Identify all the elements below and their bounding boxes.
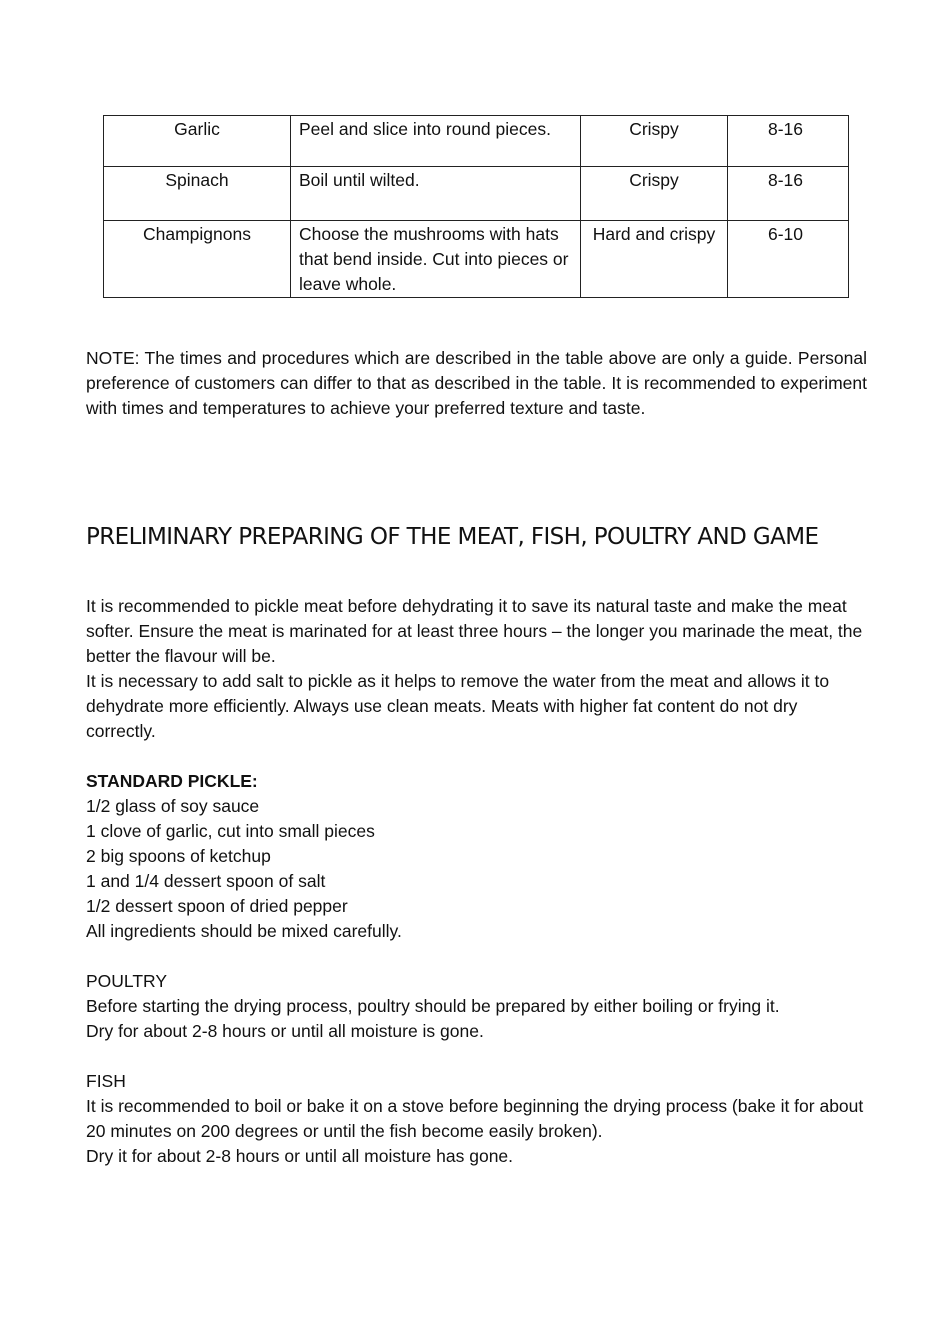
table-row xyxy=(104,221,849,298)
table-row xyxy=(104,167,849,221)
hours-cell: 6-10 xyxy=(728,221,849,298)
result-cell: Crispy xyxy=(581,167,728,221)
hours-cell: 8-16 xyxy=(728,167,849,221)
preparation-cell: Peel and slice into round pieces. xyxy=(291,116,581,167)
table-row xyxy=(104,116,849,167)
result-cell: Hard and crispy xyxy=(581,221,728,298)
ingredient-item: 1 clove of garlic, cut into small pieces xyxy=(86,821,375,841)
food-cell: Spinach xyxy=(104,167,291,221)
intro-paragraph: It is recommended to pickle meat before dehydrating it to save its natural taste and make the meat softer. Ensure the meat is marinated for at least three hours – the longer you marinade the meat, the better the flavour will be. xyxy=(86,596,863,666)
preparation-cell: Choose the mushrooms with hats that bend inside. Cut into pieces or leave whole. xyxy=(291,221,581,298)
section-heading: PRELIMINARY PREPARING OF THE MEAT, FISH, POULTRY AND GAME xyxy=(86,524,819,550)
ingredient-item: 1/2 dessert spoon of dried pepper xyxy=(86,896,348,916)
fish-title: FISH xyxy=(86,1071,126,1091)
ingredient-item: 1 and 1/4 dessert spoon of salt xyxy=(86,871,326,891)
ingredient-item: 2 big spoons of ketchup xyxy=(86,846,271,866)
preparation-cell: Boil until wilted. xyxy=(291,167,581,221)
drying-table xyxy=(103,115,849,298)
poultry-text: Before starting the drying process, poultry should be prepared by either boiling or frying it. xyxy=(86,996,780,1016)
result-cell: Crispy xyxy=(581,116,728,167)
table-note: NOTE: The times and procedures which are described in the table above are only a guide. Personal preference of customers can differ to that as described in the table. It is recommended to experiment with times and temperatures to achieve your preferred texture and taste. xyxy=(86,348,867,418)
pickle-title: STANDARD PICKLE: xyxy=(86,771,258,791)
food-cell: Champignons xyxy=(104,221,291,298)
intro-paragraph: It is necessary to add salt to pickle as it helps to remove the water from the meat and allows it to dehydrate more efficiently. Always use clean meats. Meats with higher fat content do not dry correctly. xyxy=(86,671,830,741)
ingredient-item: 1/2 glass of soy sauce xyxy=(86,796,260,816)
hours-cell: 8-16 xyxy=(728,116,849,167)
poultry-title: POULTRY xyxy=(86,971,168,991)
fish-text: It is recommended to boil or bake it on a stove before beginning the drying process (bake it for about 20 minutes on 200 degrees or until the fish become easily broken). xyxy=(86,1096,864,1141)
fish-text: Dry it for about 2-8 hours or until all moisture has gone. xyxy=(86,1146,514,1166)
section-body xyxy=(86,594,867,1169)
pickle-instruction: All ingredients should be mixed carefully. xyxy=(86,921,402,941)
poultry-text: Dry for about 2-8 hours or until all moisture is gone. xyxy=(86,1021,484,1041)
food-cell: Garlic xyxy=(104,116,291,167)
